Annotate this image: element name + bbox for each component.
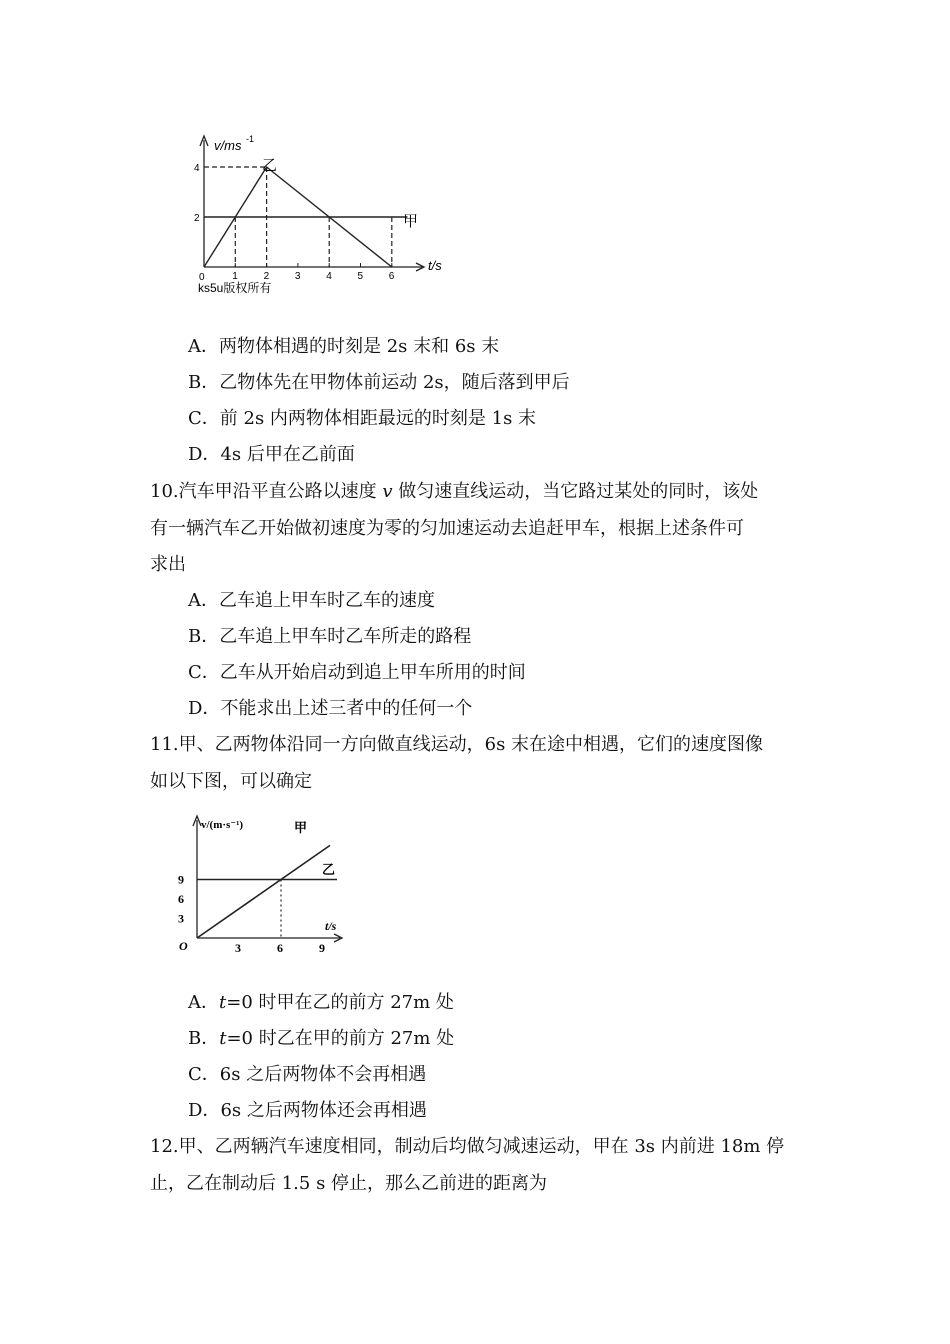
series-label-jia: 甲 [403, 213, 419, 230]
y-tick-label: 3 [178, 911, 184, 926]
option-text: 乙物体先在甲物体前运动 2s，随后落到甲后 [219, 372, 570, 393]
option-letter: D． [188, 698, 221, 719]
option-text: 不能求出上述三者中的任何一个 [220, 698, 473, 719]
y-axis-label: v/ms [214, 138, 242, 153]
x-tick-label: 5 [357, 271, 364, 282]
option-letter: A． [188, 336, 219, 357]
option-text: 前 2s 内两物体相距最远的时刻是 1s 末 [219, 408, 537, 429]
y-axis-label: v/(m·s⁻¹) [201, 819, 244, 831]
variable-t: t [219, 992, 227, 1013]
x-tick-label: 2 [263, 271, 270, 282]
q11-option-a [188, 991, 454, 1015]
q11-stem-line2: 如以下图，可以确定 [150, 771, 312, 792]
q11-stem-line1: 11.甲、乙两物体沿同一方向做直线运动，6s 末在途中相遇，它们的速度图像 [150, 734, 764, 755]
q10-option-c [188, 661, 526, 685]
x-tick-label: 4 [326, 271, 332, 282]
option-text: =0 时甲在乙的前方 27m 处 [226, 992, 454, 1013]
y-tick-label: 9 [178, 872, 184, 887]
x-tick-label: 1 [232, 271, 238, 282]
option-letter: B． [188, 1028, 220, 1049]
variable-t: t [219, 1028, 227, 1049]
option-text: 乙车从开始启动到追上甲车所用的时间 [219, 662, 526, 683]
q11-option-d [188, 1099, 427, 1123]
variable-v: v [382, 481, 393, 502]
x-axis-label: t/s [325, 919, 337, 933]
q9-option-d [188, 443, 355, 467]
option-text: 乙车追上甲车时乙车的速度 [219, 590, 435, 611]
option-text: =0 时乙在甲的前方 27m 处 [226, 1028, 455, 1049]
x-tick-label: 6 [388, 271, 395, 282]
watermark: ks5u版权所有 [198, 281, 272, 295]
x-tick-label: 3 [235, 941, 241, 955]
y-tick-label: 2 [194, 213, 200, 224]
q10-option-a [188, 589, 435, 613]
q9-option-a [188, 335, 499, 359]
y-tick-label: 4 [194, 163, 200, 174]
q11-option-b [188, 1027, 454, 1051]
x-tick-label: 3 [294, 271, 301, 282]
x-tick-label: 6 [277, 941, 283, 955]
option-letter: D． [188, 444, 221, 465]
option-text: 两物体相遇的时刻是 2s 末和 6s 末 [219, 336, 500, 357]
option-letter: A． [188, 590, 219, 611]
option-text: 乙车追上甲车时乙车所走的路程 [219, 626, 472, 647]
option-letter: B． [188, 372, 220, 393]
option-text: 6s 之后两物体不会再相遇 [219, 1064, 427, 1085]
option-letter: B． [188, 626, 220, 647]
option-text: 4s 后甲在乙前面 [220, 444, 355, 465]
option-letter: C． [188, 408, 220, 429]
x-axis-label: t/s [428, 258, 442, 273]
velocity-graph-1 [190, 128, 460, 300]
y-axis-exp: -1 [246, 134, 255, 144]
x-tick-label: 9 [319, 941, 325, 955]
q12-stem-line1: 12.甲、乙两辆汽车速度相同，制动后均做匀减速运动，甲在 3s 内前进 18m 停 [150, 1136, 785, 1157]
option-letter: D． [188, 1100, 221, 1121]
velocity-graph-2 [172, 812, 362, 962]
option-letter: A． [188, 992, 219, 1013]
q10-stem-line2: 有一辆汽车乙开始做初速度为零的匀加速运动去追赶甲车，根据上述条件可 [150, 518, 744, 539]
option-letter: C． [188, 662, 220, 683]
series-label-yi: 乙 [322, 862, 336, 877]
series-line-jia [197, 845, 330, 938]
y-tick-label: 6 [178, 892, 184, 906]
q11-option-c [188, 1063, 426, 1087]
q12-stem-line2: 止，乙在制动后 1.5 s 停止，那么乙前进的距离为 [150, 1173, 548, 1194]
q9-option-c [188, 407, 536, 431]
q10-stem-line1: 10.汽车甲沿平直公路以速度 v 做匀速直线运动，当它路过某处的同时，该处 [150, 481, 759, 502]
series-label-jia: 甲 [294, 820, 308, 835]
q10-option-b [188, 625, 471, 649]
option-letter: C． [188, 1064, 220, 1085]
option-text: 6s 之后两物体还会再相遇 [220, 1100, 427, 1121]
q9-option-b [188, 371, 570, 395]
origin-label: O [179, 939, 188, 953]
origin-label: 0 [199, 272, 205, 283]
q10-stem-line3: 求出 [150, 554, 186, 575]
series-label-yi: 乙 [262, 157, 278, 174]
q10-option-d [188, 697, 472, 721]
